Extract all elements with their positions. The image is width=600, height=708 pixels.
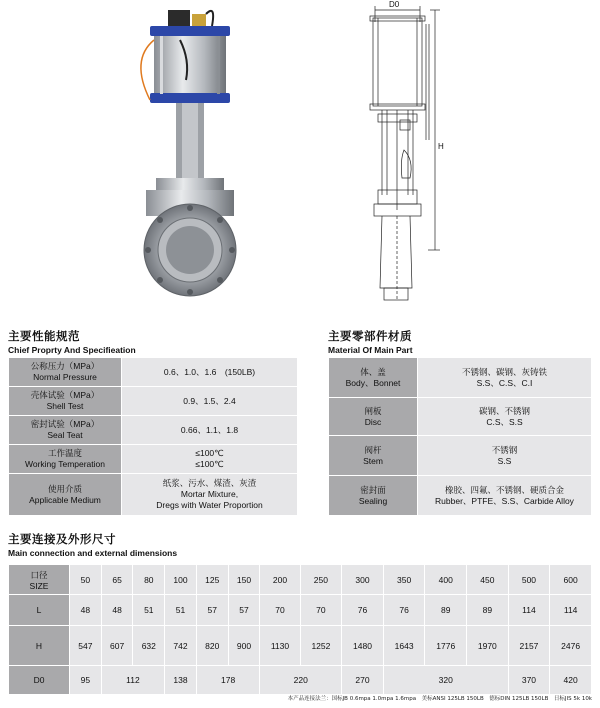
spec-value: 0.66、1.1、1.8	[180, 424, 239, 435]
dimensions-heading	[8, 531, 177, 558]
table-row	[329, 358, 592, 398]
h-cell: 1130	[260, 626, 300, 666]
spec-value-cell	[122, 474, 298, 516]
h-cell: 820	[196, 626, 228, 666]
size-row	[9, 565, 592, 595]
size-cell: 500	[508, 565, 550, 595]
material-value-cn: 橡胶、四氟、不锈钢、硬质合金	[444, 484, 564, 495]
spec-label-cell	[9, 416, 122, 445]
h-row	[9, 626, 592, 666]
spec-label-cn: 工作温度	[47, 448, 82, 458]
spec-label-cell	[9, 387, 122, 416]
size-label-cell	[9, 565, 70, 595]
h-cell: 742	[165, 626, 197, 666]
dimensions-title-en: Main connection and external dimensions	[8, 548, 178, 558]
d0-cell: 178	[196, 666, 259, 695]
h-cell: 1970	[467, 626, 509, 666]
spec-label-en: Seal Teat	[47, 430, 83, 440]
material-title-cn: 主要零部件材质	[328, 329, 412, 343]
h-label-cell: H	[9, 626, 70, 666]
material-label-en: Body、Bonnet	[345, 377, 401, 388]
material-heading	[328, 328, 413, 355]
material-value-cn: 不锈钢	[491, 444, 518, 455]
d0-cell: 220	[260, 666, 342, 695]
material-label-cell	[329, 398, 418, 436]
d0-cell: 95	[70, 666, 102, 695]
table-row	[9, 358, 298, 387]
h-cell: 547	[70, 626, 102, 666]
material-value-en: C.S、S.S	[486, 416, 523, 427]
spec-label-en: Normal Pressure	[33, 372, 97, 382]
h-dimension-label: H	[438, 142, 444, 151]
material-value-cn: 碳钢、不锈钢	[478, 405, 530, 416]
table-row	[329, 476, 592, 516]
d0-cell: 270	[342, 666, 384, 695]
size-cell: 400	[425, 565, 467, 595]
l-cell: 114	[550, 595, 592, 626]
table-row	[9, 445, 298, 474]
table-row	[329, 398, 592, 436]
spec-value: 0.9、1.5、2.4	[183, 395, 236, 406]
material-label-cn: 闸板	[364, 405, 382, 416]
material-value-cell	[418, 398, 592, 436]
spec-label-cn: 密封试验（MPa）	[30, 419, 100, 429]
material-label-en: Disc	[364, 416, 382, 427]
chief-property-title-en: Chief Proprty And Specifieation	[8, 345, 136, 355]
valve-photo-graphic	[120, 0, 260, 300]
l-label-cell: L	[9, 595, 70, 626]
material-label-cn: 密封面	[360, 484, 386, 495]
material-value-cell	[418, 476, 592, 516]
material-value-cn: 不锈钢、碳钢、灰铸铁	[461, 366, 547, 377]
spec-value-cell	[122, 445, 298, 474]
material-title-en: Material Of Main Part	[328, 345, 413, 355]
spec-label-en: Working Temperation	[24, 459, 105, 469]
chief-property-heading	[8, 328, 136, 355]
size-label-en: SIZE	[29, 580, 49, 591]
material-label-cell	[329, 436, 418, 476]
table-row	[9, 387, 298, 416]
connection-flange-note: 本产品连接法兰：国标JB 0.6mpa 1.0mpa 1.6mpa 美标ANSI 125LB 150LB 德标DIN 125LB 150LB 日标JIS 5k 10k	[287, 696, 592, 702]
size-cell: 300	[342, 565, 384, 595]
spec-label-en: Shell Test	[46, 401, 84, 411]
size-cell: 200	[260, 565, 300, 595]
h-cell: 1643	[383, 626, 425, 666]
d0-label-cell: D0	[9, 666, 70, 695]
l-cell: 51	[133, 595, 165, 626]
size-cell: 50	[70, 565, 102, 595]
spec-label-cn: 壳体试验（MPa）	[30, 390, 100, 400]
l-cell: 76	[342, 595, 384, 626]
l-cell: 76	[383, 595, 425, 626]
l-cell: 57	[228, 595, 260, 626]
d0-cell: 370	[508, 666, 550, 695]
size-cell: 125	[196, 565, 228, 595]
size-cell: 600	[550, 565, 592, 595]
size-cell: 65	[101, 565, 133, 595]
l-cell: 51	[165, 595, 197, 626]
h-cell: 2476	[550, 626, 592, 666]
l-cell: 48	[70, 595, 102, 626]
d0-dimension-label: D0	[389, 0, 400, 9]
spec-label-en: Applicable Medium	[29, 494, 101, 505]
l-cell: 70	[300, 595, 342, 626]
table-row	[9, 474, 298, 516]
material-label-en: Stem	[363, 455, 383, 466]
h-cell: 1480	[342, 626, 384, 666]
h-cell: 2157	[508, 626, 550, 666]
material-value-en: S.S	[497, 455, 512, 466]
spec-label-cell	[9, 358, 122, 387]
l-cell: 57	[196, 595, 228, 626]
chief-property-table	[8, 357, 298, 516]
d0-row	[9, 666, 592, 695]
table-row	[9, 416, 298, 445]
material-value-en: S.S、C.S、C.I	[476, 377, 533, 388]
l-cell: 114	[508, 595, 550, 626]
table-row	[329, 436, 592, 476]
material-label-cell	[329, 358, 418, 398]
spec-label-cell	[9, 445, 122, 474]
h-cell: 607	[101, 626, 133, 666]
technical-drawing-graphic	[340, 0, 450, 305]
spec-value-cell	[122, 416, 298, 445]
h-cell: 900	[228, 626, 260, 666]
l-cell: 89	[425, 595, 467, 626]
spec-label-cn: 公称压力（MPa）	[30, 361, 100, 371]
size-cell: 350	[383, 565, 425, 595]
material-label-en: Sealing	[358, 495, 388, 506]
size-cell: 100	[165, 565, 197, 595]
material-label-cn: 体、盖	[360, 366, 386, 377]
dimensions-table	[8, 564, 592, 695]
d0-cell: 320	[383, 666, 508, 695]
chief-property-title-cn: 主要性能规范	[8, 329, 80, 343]
spec-value: ≤100℃	[195, 459, 224, 469]
h-cell: 632	[133, 626, 165, 666]
size-cell: 80	[133, 565, 165, 595]
spec-value: 0.6、1.0、1.6 (150LB)	[163, 366, 256, 377]
l-cell: 70	[260, 595, 300, 626]
dimensions-title-cn: 主要连接及外形尺寸	[8, 532, 116, 546]
d0-cell: 138	[165, 666, 197, 695]
material-label-cell	[329, 476, 418, 516]
technical-drawing	[340, 0, 450, 305]
valve-photo	[120, 0, 260, 300]
spec-value: ≤100℃	[195, 448, 224, 458]
material-value-en: Rubber、PTFE、S.S、Carbide Alloy	[435, 495, 574, 506]
spec-value: Mortar Mixture,	[180, 489, 239, 499]
h-cell: 1252	[300, 626, 342, 666]
size-cell: 150	[228, 565, 260, 595]
l-cell: 48	[101, 595, 133, 626]
material-value-cell	[418, 436, 592, 476]
spec-value-cell	[122, 387, 298, 416]
size-cell: 450	[467, 565, 509, 595]
l-row	[9, 595, 592, 626]
spec-value-cell	[122, 358, 298, 387]
spec-value: 纸浆、污水、煤渣、灰渣	[162, 478, 257, 488]
h-cell: 1776	[425, 626, 467, 666]
size-cell: 250	[300, 565, 342, 595]
d0-cell: 112	[101, 666, 164, 695]
material-value-cell	[418, 358, 592, 398]
spec-label-cell	[9, 474, 122, 516]
spec-label-cn: 使用介质	[47, 483, 82, 494]
d0-cell: 420	[550, 666, 592, 695]
size-label-cn: 口径	[30, 569, 48, 580]
l-cell: 89	[467, 595, 509, 626]
spec-value: Dregs with Water Proportion	[156, 500, 263, 510]
material-table	[328, 357, 592, 516]
material-label-cn: 阀杆	[364, 444, 382, 455]
